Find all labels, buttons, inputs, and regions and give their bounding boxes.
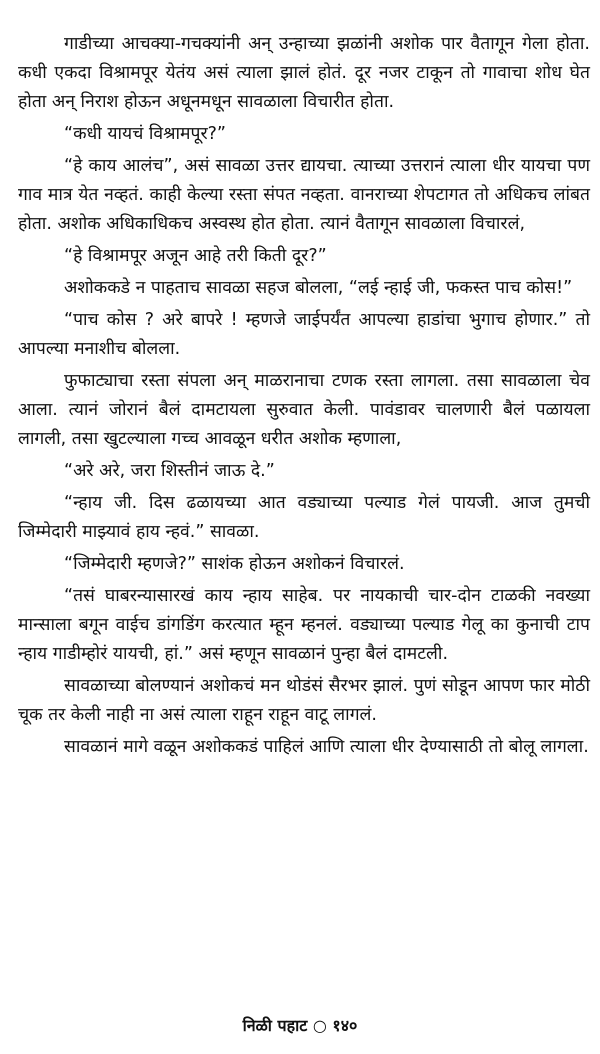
paragraph: “पाच कोस ? अरे बापरे ! म्हणजे जाईपर्यंत आपल्या हाडांचा भुगाच होणार.” तो आपल्या मनाशीच बोलला. xyxy=(18,310,590,359)
paragraph: फुफाट्याचा रस्ता संपला अन् माळरानाचा टणक रस्ता लागला. तसा सावळाला चेव आला. त्यानं जोरानं बैलं दामटायला सुरुवात केली. पावंडावर चालणारी बैलं पळायला लागली, तसा खुटल्याला गच्च आवळून धरीत अशोक म्हणाला, xyxy=(18,371,590,449)
paragraph: “न्हाय जी. दिस ढळायच्या आत वड्याच्या पल्याड गेलं पायजी. आज तुमची जिम्मेदारी माझ्यावं हाय न्हवं.” सावळा. xyxy=(18,493,590,542)
paragraph: गाडीच्या आचक्या-गचक्यांनी अन् उन्हाच्या झळांनी अशोक पार वैतागून गेला होता. कधी एकदा विश्रामपूर येतंय असं त्याला झालं होतं. दूर नजर टाकून तो गावाचा शोध घेत होता अन् निराश होऊन अधूनमधून सावळाला विचारीत होता. xyxy=(18,34,590,112)
page-footer: निळी पहाट ○ १४० xyxy=(242,1016,358,1035)
paragraph: अशोककडे न पाहताच सावळा सहज बोलला, “लई न्हाई जी, फकस्त पाच कोस!” xyxy=(64,278,573,298)
paragraph: “हे काय आलंच”, असं सावळा उत्तर द्यायचा. त्याच्या उत्तरानं त्याला धीर यायचा पण गाव मात्र येत नव्हतं. काही केल्या रस्ता संपत नव्हता. वानराच्या शेपटागत तो अधिकच लांबत होता. अशोक अधिकाधिकच अस्वस्थ होत होता. त्यानं वैतागून सावळाला विचारलं, xyxy=(18,156,590,234)
paragraph: “तसं घाबरन्यासारखं काय न्हाय साहेब. पर नायकाची चार-दोन टाळकी नवख्या मान्साला बगून वाईच डांगडिंग करत्यात म्हून म्हनलं. वड्याच्या पल्याड गेलू का कुनाची टाप न्हाय गाडीम्होरं यायची, हां.” असं म्हणून सावळानं पुन्हा बैलं दामटली. xyxy=(18,586,590,664)
paragraph: “कधी यायचं विश्रामपूर?” xyxy=(64,124,226,144)
paragraph: “हे विश्रामपूर अजून आहे तरी किती दूर?” xyxy=(64,246,327,266)
paragraph: “अरे अरे, जरा शिस्तीनं जाऊ दे.” xyxy=(64,461,275,481)
paragraph: सावळानं मागे वळून अशोककडं पाहिलं आणि त्याला धीर देण्यासाठी तो बोलू लागला. xyxy=(64,737,589,757)
page-body-text xyxy=(18,30,590,765)
paragraph: “जिम्मेदारी म्हणजे?” साशंक होऊन अशोकनं विचारलं. xyxy=(64,554,405,574)
paragraph: सावळाच्या बोलण्यानं अशोकचं मन थोडंसं सैरभर झालं. पुणं सोडून आपण फार मोठी चूक तर केली नाही ना असं त्याला राहून राहून वाटू लागलं. xyxy=(18,676,590,725)
